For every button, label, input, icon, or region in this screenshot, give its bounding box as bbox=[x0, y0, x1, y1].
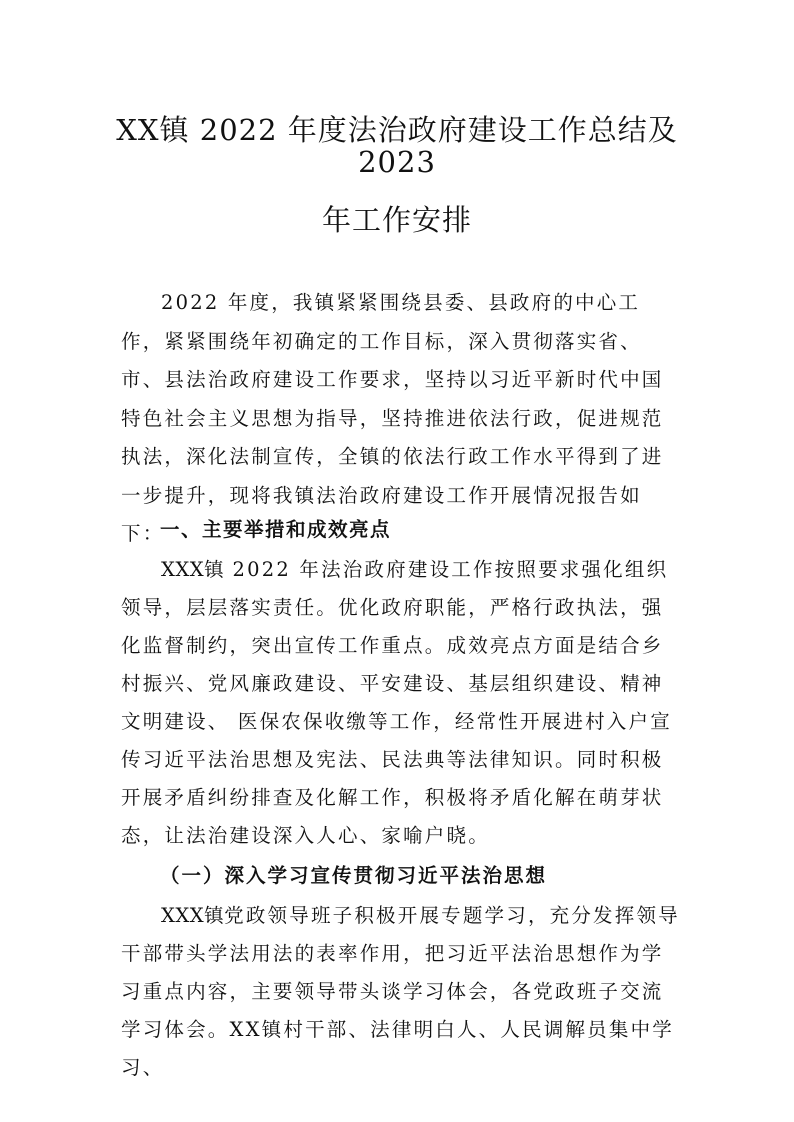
subsection-paragraph-study-thought bbox=[121, 897, 681, 1087]
town-name-lead: XXX镇 bbox=[161, 904, 225, 927]
subsection-paragraph-text: 党政领导班子积极开展专题学习，充分发挥领导干部带头学法用法的表率作用，把习近平法治思想作为学习重点内容，主要领导带头谈学习体会，各党政班子交流学习体会。XX镇村干部、法律明白人、人民调解员集中学习、 bbox=[121, 904, 680, 1079]
section-paragraph-main-measures bbox=[121, 551, 681, 855]
document-title-line-2: 2023 bbox=[358, 145, 436, 179]
document-title-line-1: XX镇 2022 年度法治政府建设工作总结及 bbox=[116, 113, 678, 147]
town-name-lead: XXX镇 bbox=[161, 558, 225, 581]
document-title-line-3: 年工作安排 bbox=[321, 203, 472, 237]
intro-paragraph: 2022 年度，我镇紧紧围绕县委、县政府的中心工作，紧紧围绕年初确定的工作目标，深入贯彻落实省、市、县法治政府建设工作要求，坚持以习近平新时代中国特色社会主义思想为指导，坚持推进依法行政，促进规范执法，深化法制宣传，全镇的依法行政工作水平得到了进一步提升，现将我镇法治政府建设工作开展情况报告如下： bbox=[121, 291, 664, 545]
subsection-heading-study-thought: （一）深入学习宣传贯彻习近平法治思想 bbox=[160, 864, 548, 887]
section-heading-main-measures: 一、主要举措和成效亮点 bbox=[160, 518, 392, 541]
section-paragraph-text: 2022 年法治政府建设工作按照要求强化组织领导，层层落实责任。优化政府职能，严格行政执法，强化监督制约，突出宣传工作重点。成效亮点方面是结合乡村振兴、党风廉政建设、平安建设、基层组织建设、精神文明建设、 医保农保收缴等工作，经常性开展进村入户宣传习近平法治思想及宪法、民法典等法律知识。同时积极开展矛盾纠纷排查及化解工作，积极将矛盾化解在萌芽状态，让法治建设深入人心、家喻户晓。 bbox=[121, 558, 672, 847]
